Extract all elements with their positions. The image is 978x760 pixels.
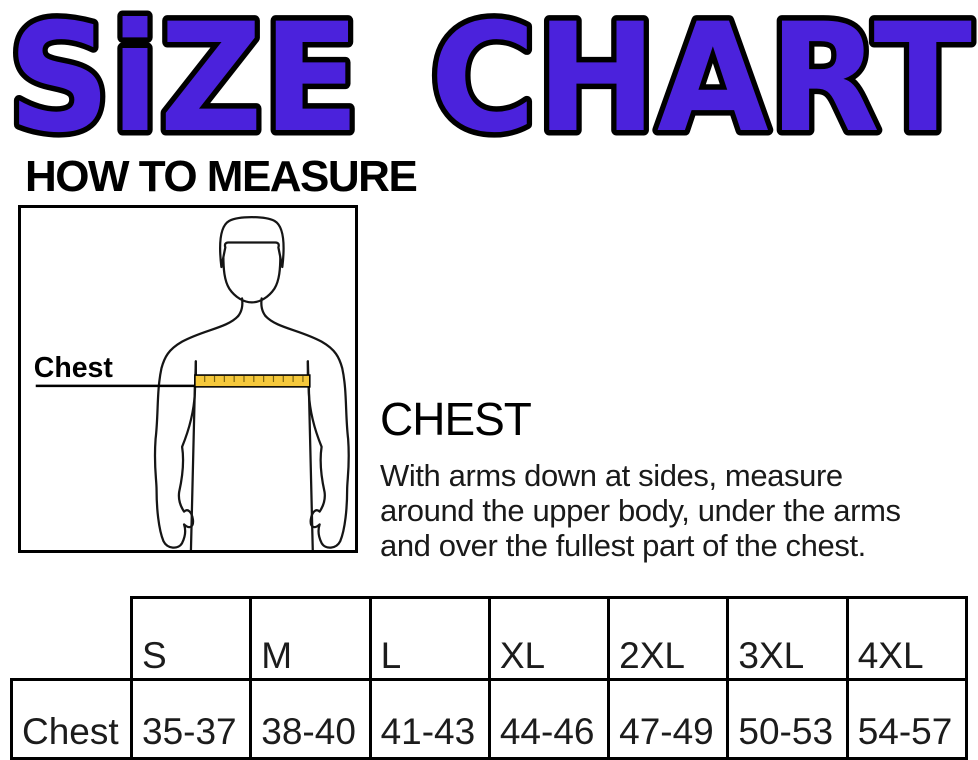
figure-neck-right	[261, 298, 265, 316]
size-header-m: M	[251, 598, 370, 680]
size-table-header-row	[12, 598, 967, 680]
chest-instructions	[380, 393, 901, 563]
size-header-s: S	[132, 598, 251, 680]
title-word-chart: CHART	[430, 0, 972, 150]
size-header-2xl: 2XL	[609, 598, 728, 680]
title-word-size: SiZE	[8, 0, 360, 150]
chest-description-line-2: around the upper body, under the arms	[380, 493, 901, 528]
chest-heading: CHEST	[380, 393, 531, 445]
chest-description-line-3: and over the fullest part of the chest.	[380, 528, 866, 563]
chest-row-label: Chest	[12, 680, 132, 759]
size-header-3xl: 3XL	[728, 598, 847, 680]
chest-value-m: 38-40	[251, 680, 370, 759]
measuring-tape	[195, 375, 310, 387]
size-table-chest-row	[12, 680, 967, 759]
size-header-l: L	[370, 598, 489, 680]
measurement-figure-box	[18, 205, 358, 553]
size-table	[10, 596, 968, 760]
chest-value-4xl: 54-57	[847, 680, 966, 759]
figure-face	[223, 255, 280, 302]
chest-description	[380, 458, 901, 563]
figure-neck-left	[238, 298, 242, 316]
chest-value-s: 35-37	[132, 680, 251, 759]
figure-chest-label: Chest	[33, 352, 113, 385]
chest-value-3xl: 50-53	[728, 680, 847, 759]
figure-right-arm	[266, 316, 349, 548]
chest-value-2xl: 47-49	[609, 680, 728, 759]
chest-description-line-1: With arms down at sides, measure	[380, 458, 843, 493]
body-measure-diagram	[21, 208, 355, 550]
figure-left-arm	[155, 316, 238, 548]
how-to-measure-heading: HOW TO MEASURE	[25, 152, 417, 201]
size-header-4xl: 4XL	[847, 598, 966, 680]
size-chart-title	[0, 0, 978, 150]
chest-value-xl: 44-46	[489, 680, 608, 759]
size-table-corner-cell	[12, 598, 132, 680]
chest-value-l: 41-43	[370, 680, 489, 759]
size-header-xl: XL	[489, 598, 608, 680]
